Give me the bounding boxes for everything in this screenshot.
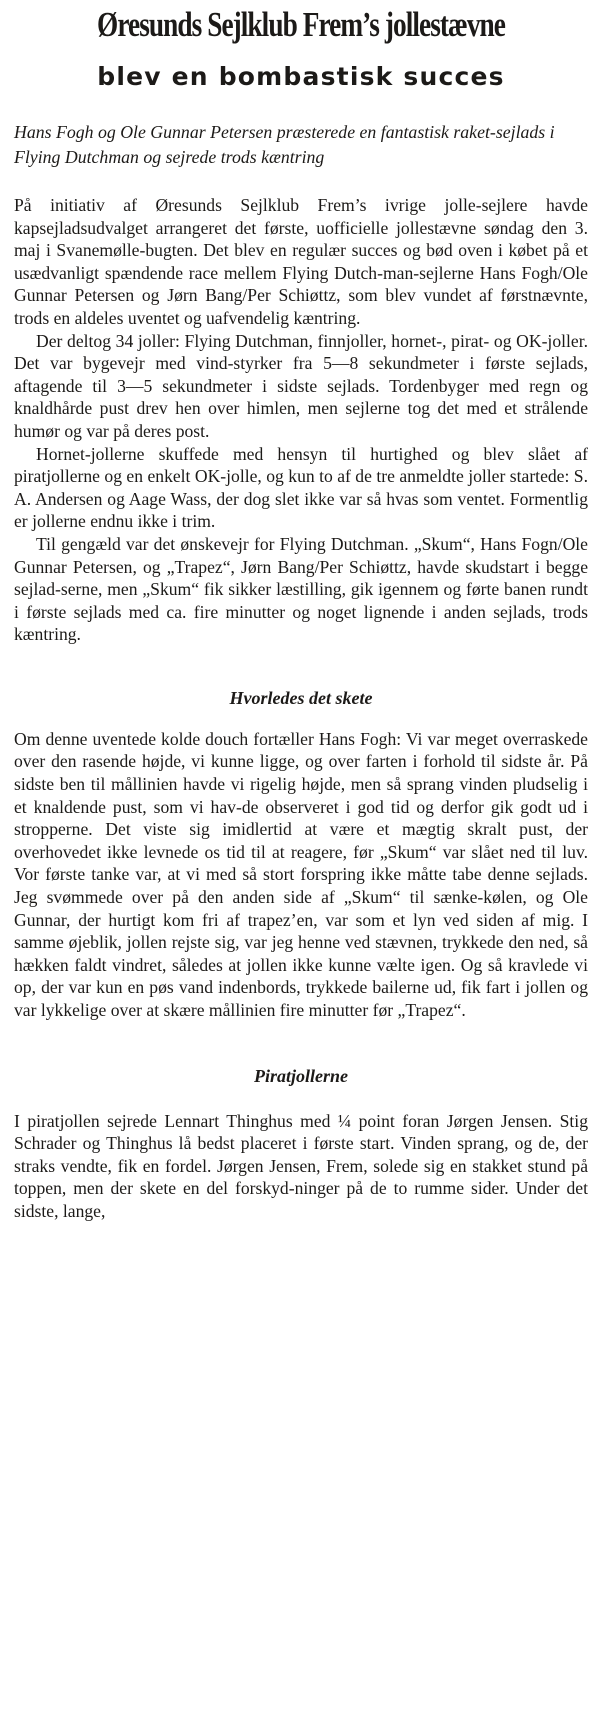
article-section-how-it-happened bbox=[14, 728, 588, 1022]
article-subheadline: blev en bombastisk succes bbox=[97, 62, 505, 91]
body-paragraph: I piratjollen sejrede Lennart Thinghus med ¼ point foran Jørgen Jensen. Stig Schrader og Thinghus lå bedst placeret i første start. Vinden sprang, og de, der straks vendte, fik en fordel. Jørgen Jensen, Frem, solede sig en stakket stund på toppen, men der skete en del forskyd-ninger på de to rumme sider. Under det sidste, lange, bbox=[14, 1110, 588, 1221]
body-paragraph: Til gengæld var det ønskevejr for Flying Dutchman. „Skum“, Hans Fogn/Ole Gunnar Petersen, og „Trapez“, Jørn Bang/Per Schiøttz, havde skudstart i begge sejlad-serne, men „Skum“ fik sikker læstilling, gik igennem og førte banen rundt i første sejlads med ca. fire minutter og noget lignende i anden sejlads, trods kæntring. bbox=[14, 533, 588, 645]
article-section-pirate-dinghies bbox=[14, 1110, 588, 1223]
section-heading-how-it-happened: Hvorledes det skete bbox=[229, 687, 373, 708]
body-paragraph: Hornet-jollerne skuffede med hensyn til hurtighed og blev slået af piratjollerne og en enkelt OK-jolle, og kun to af de tre anmeldte joller startede: S. A. Andersen og Aage Wass, der dog slet ikke var så hvas som ventet. Formentlig er jollerne endnu ikke i trim. bbox=[14, 443, 588, 532]
body-paragraph: På initiativ af Øresunds Sejlklub Frem’s ivrige jolle-sejlere havde kapsejladsudvalget arrangeret det første, uofficielle jollestævne søndag den 3. maj i Svanemølle-bugten. Det blev en regulær succes og bød oven i købet på et usædvanligt spændende race mellem Flying Dutch-man-sejlerne Hans Fogh/Ole Gunnar Petersen og Jørn Bang/Per Schiøttz, som blev vundet af førstnævnte, trods en aldeles uventet og uafvendelig kæntring. bbox=[14, 195, 588, 328]
body-paragraph: Der deltog 34 joller: Flying Dutchman, finnjoller, hornet-, pirat- og OK-joller. Det var bygevejr med vind-styrker fra 5—8 sekundmeter i første sejlads, aftagende til 3—5 sekundmeter i sidste sejlads. Tordenbyger med regn og knaldhårde pust drev hen over himlen, men sejlerne tog det med et strålende humør og var på deres post. bbox=[14, 330, 588, 441]
article-headline: Øresunds Sejlklub Frem’s jollestævne bbox=[97, 5, 505, 44]
section-heading-pirate-dinghies: Piratjollerne bbox=[254, 1065, 348, 1086]
body-paragraph: Om denne uventede kolde douch fortæller Hans Fogh: Vi var meget overraskede over den rasende højde, vi kunne ligge, og over farten i forhold til sidste år. På sidste ben til mållinien havde vi rigelig højde, men så sprang vinden pludselig i et knaldende pust, som vi hav-de observeret i god tid og derfor gik godt ud i stropperne. Det viste sig imidlertid at være et mægtig skralt pust, der overhovedet ikke levnede os tid til at reagere, før „Skum“ var slået ned til luv. Vor første tanke var, at vi med så stort forspring ikke måtte tabe denne sejlads. Jeg svømmede over på den anden side af „Skum“ til sænke-kølen, og Ole Gunnar, der hurtigt kom fri af trapez’en, var som et lyn ved siden af mig. I samme øjeblik, jollen rejste sig, var jeg henne ved stævnen, trykkede den ned, så hækken faldt vindret, således at jollen ikke kunne vælte igen. Og så kravlede vi op, der var kun en pøs vand indenbords, trykkede bailerne ud, fik fart i jollen og var lykkelige over at skære mållinien fire minutter før „Trapez“. bbox=[14, 728, 588, 1020]
article-section-intro bbox=[14, 194, 588, 646]
article-lede: Hans Fogh og Ole Gunnar Petersen præsterede en fantastisk raket-sejlads i Flying Dutchman og sejrede trods kæntring bbox=[14, 122, 555, 167]
